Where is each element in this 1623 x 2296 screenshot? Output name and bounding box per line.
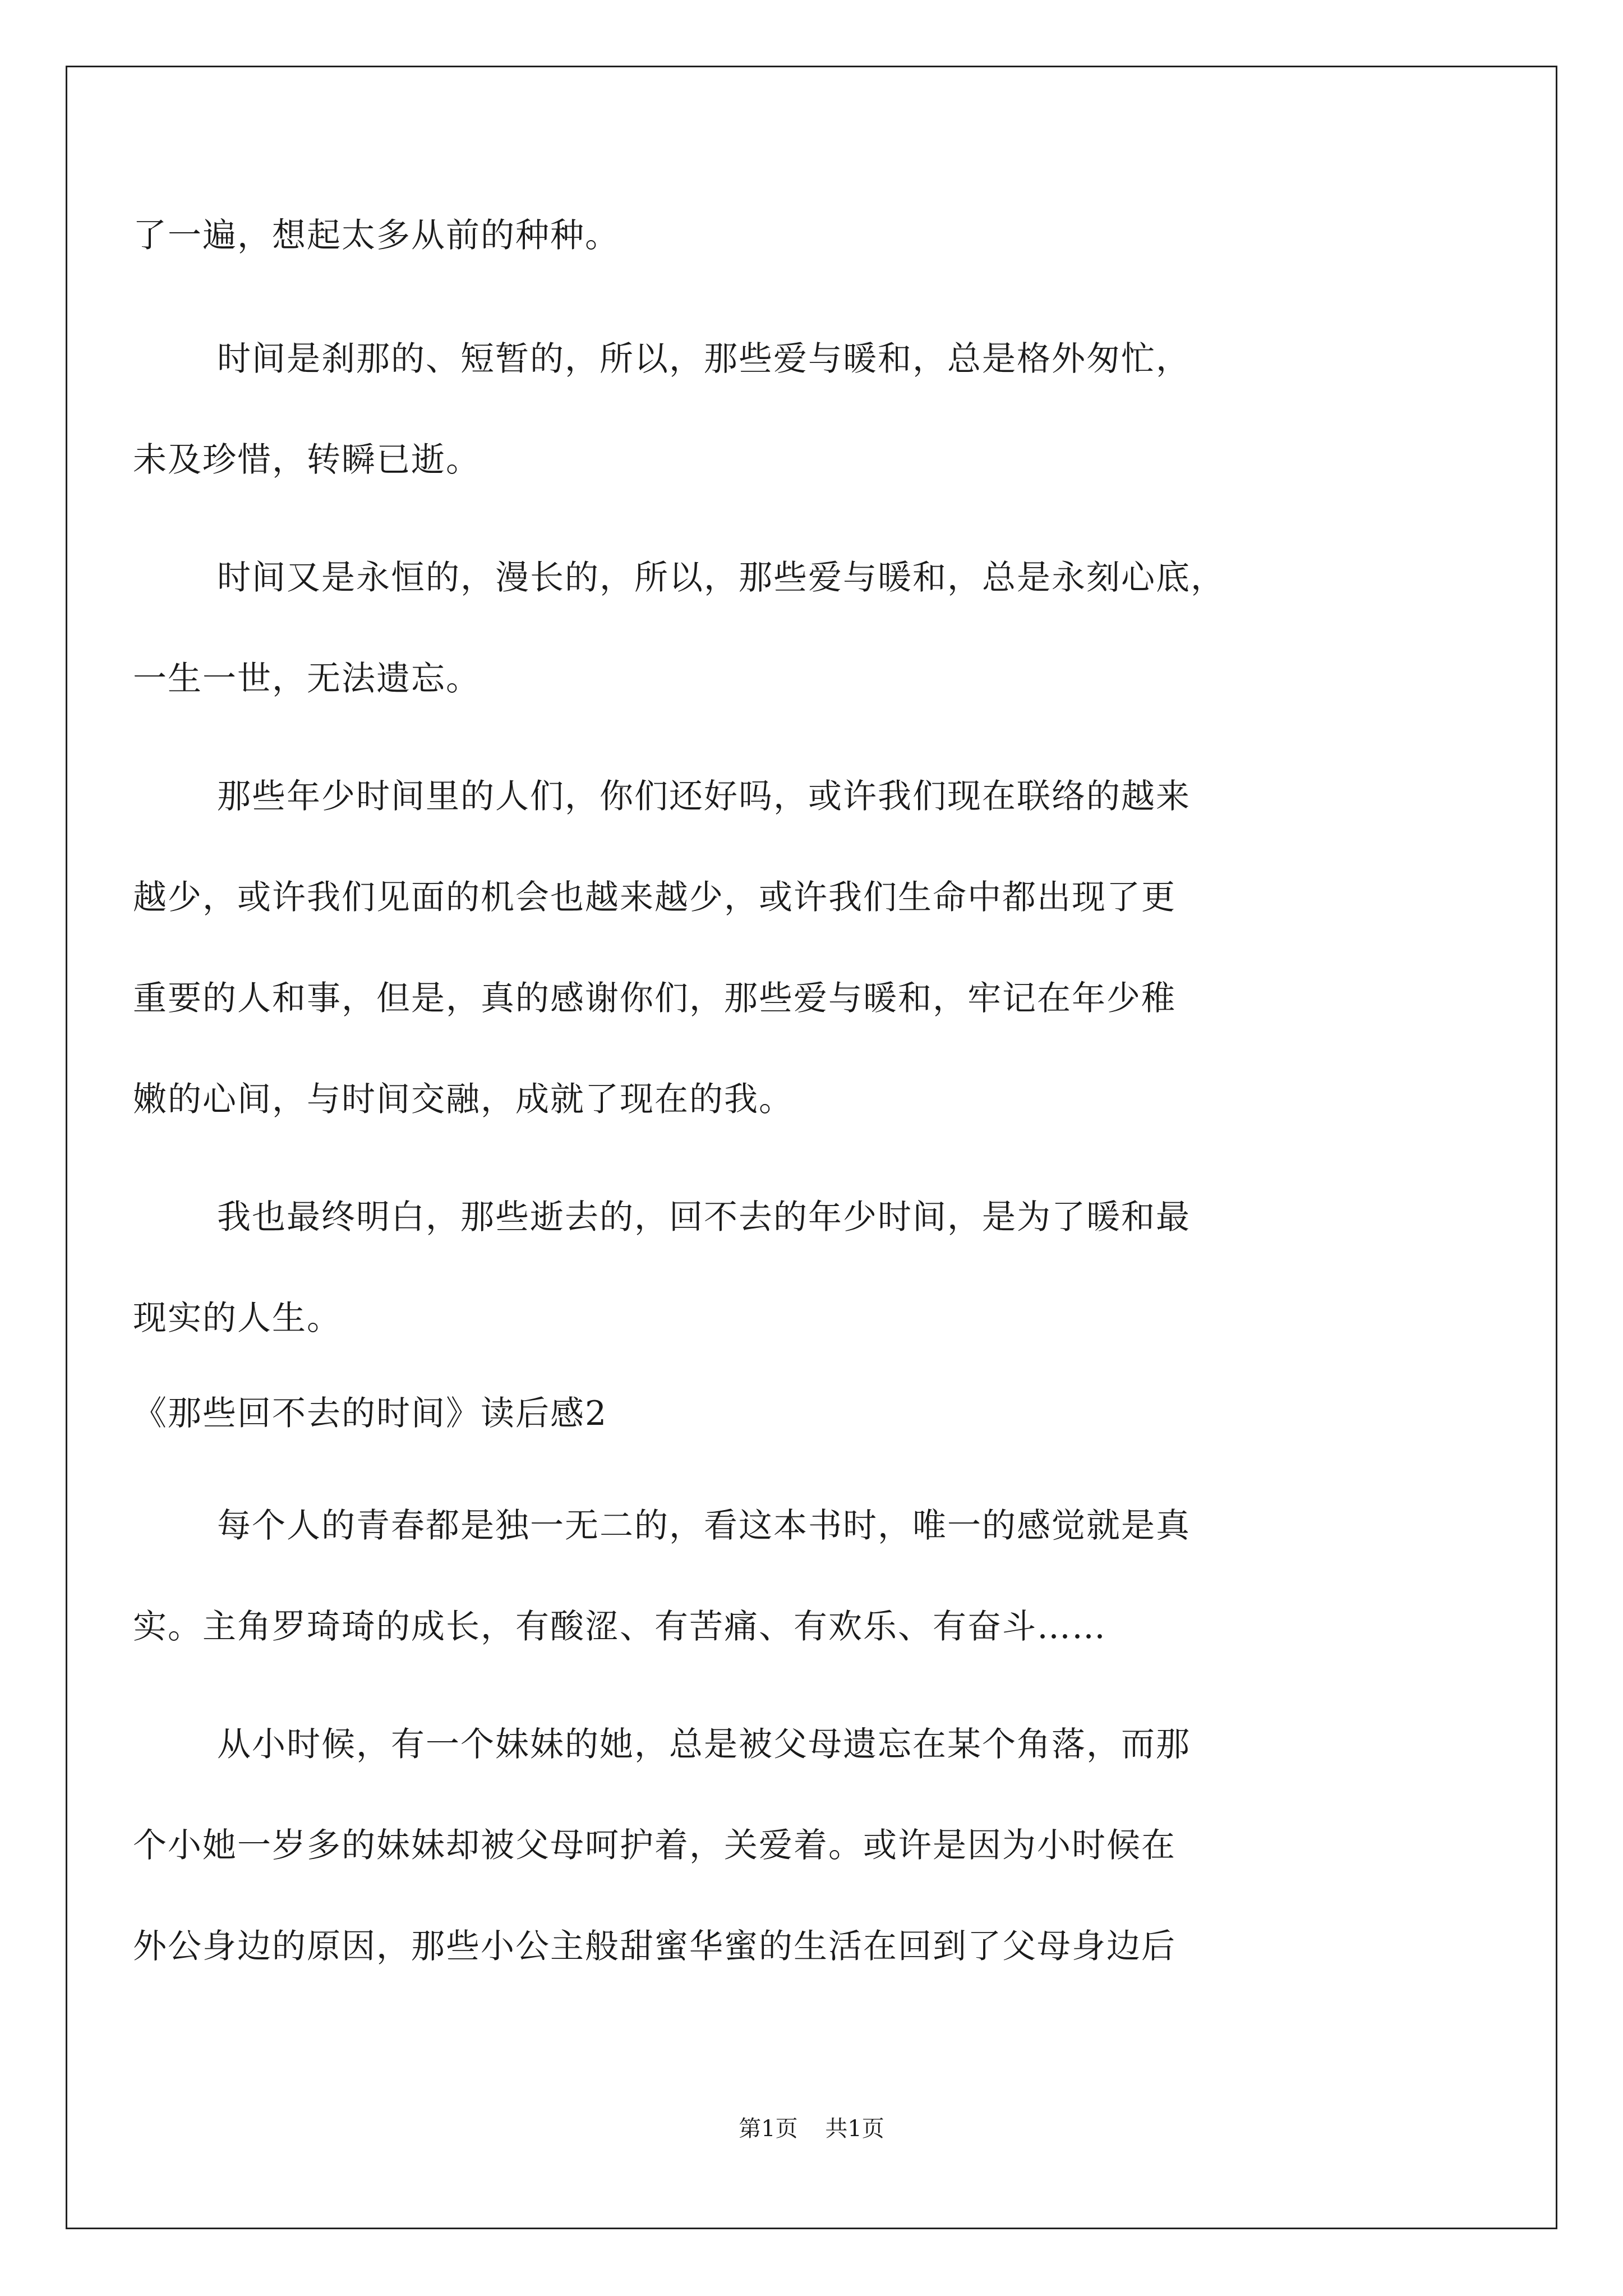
text-line: 越少，或许我们见面的机会也越来越少，或许我们生命中都出现了更 [133,878,1176,917]
page-count: 共1页 [825,2116,884,2142]
text-line: 了一遍，想起太多从前的种种。 [133,216,620,255]
text-line: 个小她一岁多的妹妹却被父母呵护着，关爱着。或许是因为小时候在 [133,1826,1176,1865]
text-line: 现实的人生。 [133,1299,342,1338]
text-line: 未及珍惜，转瞬已逝。 [133,440,481,480]
text-line: 那些年少时间里的人们，你们还好吗，或许我们现在联络的越来 [217,777,1191,816]
text-line: 重要的人和事，但是，真的感谢你们，那些爱与暖和，牢记在年少稚 [133,979,1176,1018]
text-line: 实。主角罗琦琦的成长，有酸涩、有苦痛、有欢乐、有奋斗…… [133,1607,1106,1646]
section-heading: 《那些回不去的时间》读后感2 [133,1394,608,1433]
text-line: 一生一世，无法遗忘。 [133,659,481,698]
text-line: 外公身边的原因，那些小公主般甜蜜华蜜的生活在回到了父母身边后 [133,1927,1176,1966]
page-number: 第1页 [739,2116,798,2142]
page-footer [0,2115,1623,2143]
text-line: 时间又是永恒的，漫长的，所以，那些爱与暖和，总是永刻心底， [217,558,1225,597]
text-line: 从小时候，有一个妹妹的她，总是被父母遗忘在某个角落，而那 [217,1725,1191,1764]
text-line: 嫩的心间，与时间交融，成就了现在的我。 [133,1080,794,1119]
text-line: 每个人的青春都是独一无二的，看这本书时，唯一的感觉就是真 [217,1506,1191,1545]
text-line: 时间是刹那的、短暂的，所以，那些爱与暖和，总是格外匆忙， [217,339,1191,379]
text-line: 我也最终明白，那些逝去的，回不去的年少时间，是为了暖和最 [217,1198,1191,1237]
page-border [66,66,1557,2229]
